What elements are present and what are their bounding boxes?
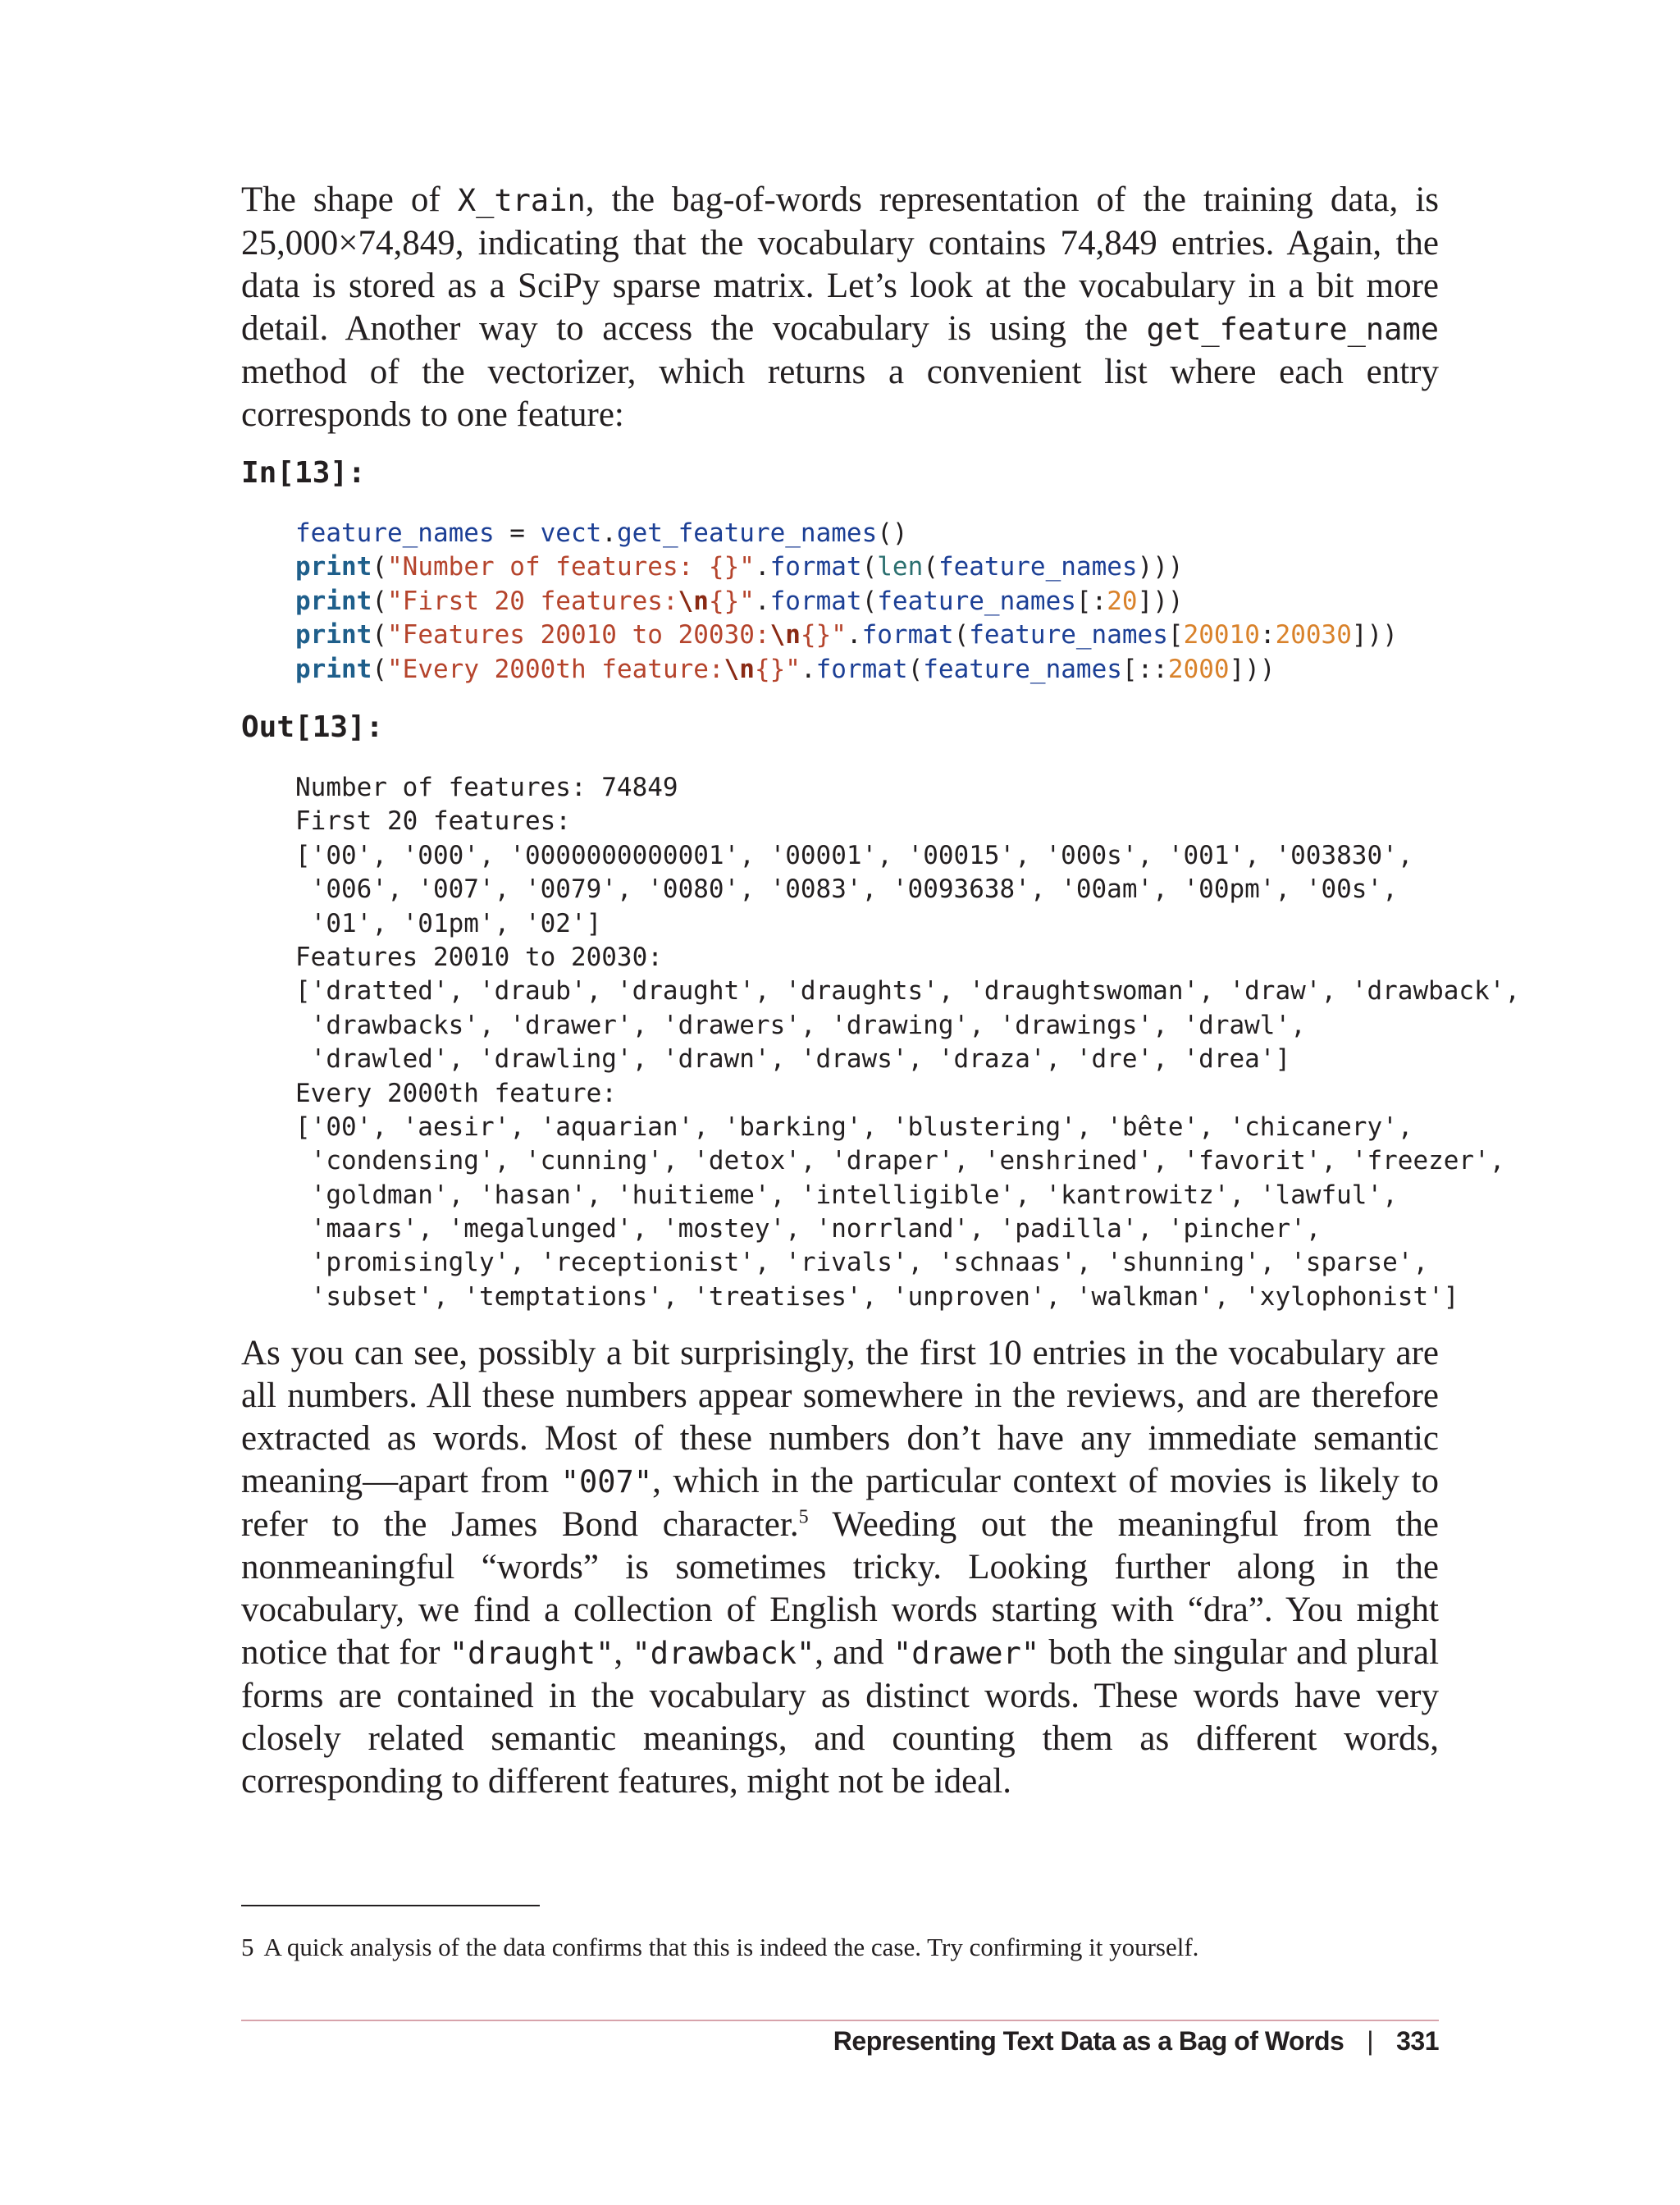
code-token: feature_names <box>969 620 1168 651</box>
intro-text-3: method of the vectorizer, which returns a convenient list where each entry corresponds to one feature: <box>241 353 1439 434</box>
code-token: ( <box>861 552 878 582</box>
code-token: ( <box>907 654 924 684</box>
code-token: print <box>295 586 372 616</box>
discussion-text-3: Weeding out the meaningful from the nonmeaningful “words” is sometimes tricky. Looking further along in the vocabulary, we find a collection of English words starting with “dra”. You might notice that for <box>241 1505 1439 1672</box>
output-line: ['00', 'aesir', 'aquarian', 'barking', 'blustering', 'bête', 'chicanery', <box>295 1112 1413 1142</box>
footnote <box>241 1931 1198 1964</box>
code-token: 20030 <box>1275 620 1352 651</box>
output-line: Every 2000th feature: <box>295 1078 617 1108</box>
code-token: format <box>815 654 908 684</box>
code-token: feature_names <box>295 518 495 548</box>
discussion-text-2: , which in the particular context of movies is likely to refer to the James Bond character. <box>241 1462 1440 1544</box>
code-line <box>295 585 1398 619</box>
code-token: () <box>877 518 908 548</box>
code-token: vect <box>540 518 602 548</box>
code-token: ( <box>861 586 878 616</box>
code-block <box>295 517 1398 687</box>
code-line <box>295 619 1398 652</box>
code-token: . <box>601 518 617 548</box>
code-token: print <box>295 620 372 651</box>
code-token: ( <box>953 620 970 651</box>
code-token: [:: <box>1121 654 1168 684</box>
discussion-text-5: , and <box>815 1633 893 1672</box>
code-token: . <box>754 586 770 616</box>
inline-code-get-feature-name: get_feature_name <box>1146 312 1439 347</box>
code-token: get_feature_names <box>616 518 878 548</box>
output-line: Number of features: 74849 <box>295 773 678 802</box>
output-line: 'promisingly', 'receptionist', 'rivals', 'schnaas', 'shunning', 'sparse', <box>295 1248 1429 1278</box>
intro-paragraph <box>241 179 1439 436</box>
code-token: \n <box>678 586 709 616</box>
code-token: = <box>494 518 541 548</box>
code-token: feature_names <box>938 552 1138 582</box>
output-line: 'goldman', 'hasan', 'huitieme', 'intelligible', 'kantrowitz', 'lawful', <box>295 1180 1398 1210</box>
intro-text-2: , the bag-of-words representation of the training data, is 25,000×74,849, indicating that the vocabulary contains 74,849 entries. Again, the data is stored as a SciPy sparse matrix. Let’s look at the vocabulary in a bit more detail. Another way to access the vocabulary is using the <box>241 180 1439 348</box>
chapter-section-title: Representing Text Data as a Bag of Words <box>833 2026 1344 2056</box>
code-token: format <box>769 586 862 616</box>
code-token: ])) <box>1351 620 1398 651</box>
code-token: print <box>295 552 372 582</box>
code-token: . <box>754 552 770 582</box>
page-number: 331 <box>1396 2026 1439 2056</box>
output-line: 'condensing', 'cunning', 'detox', 'draper', 'enshrined', 'favorit', 'freezer', <box>295 1146 1505 1176</box>
output-prompt-label: Out[13]: <box>241 710 384 744</box>
output-line: 'maars', 'megalunged', 'mostey', 'norrland', 'padilla', 'pincher', <box>295 1214 1322 1244</box>
output-block <box>295 771 1520 1314</box>
code-token: feature_names <box>923 654 1122 684</box>
running-footer <box>833 2026 1439 2057</box>
code-token: {}" <box>708 586 755 616</box>
code-token: ])) <box>1137 586 1184 616</box>
code-token: 20010 <box>1183 620 1260 651</box>
output-line: Features 20010 to 20030: <box>295 942 663 972</box>
code-token: "Number of features: {}" <box>387 552 755 582</box>
code-token: \n <box>769 620 801 651</box>
code-token: 2000 <box>1167 654 1230 684</box>
code-token: {}" <box>754 654 801 684</box>
intro-text-1: The shape of <box>241 180 458 219</box>
code-token: ])) <box>1229 654 1276 684</box>
code-token: ( <box>372 620 387 651</box>
code-token: ( <box>372 586 387 616</box>
code-token: ( <box>923 552 938 582</box>
code-token: ))) <box>1137 552 1184 582</box>
code-token: ( <box>372 654 387 684</box>
output-line: First 20 features: <box>295 806 571 837</box>
code-line <box>295 653 1398 687</box>
output-line: 'drawled', 'drawling', 'drawn', 'draws', 'draza', 'dre', 'drea'] <box>295 1044 1291 1075</box>
output-line: ['dratted', 'draub', 'draught', 'draughts', 'draughtswoman', 'draw', 'drawback', <box>295 976 1521 1007</box>
code-token: : <box>1259 620 1276 651</box>
inline-code-drawer: "drawer" <box>892 1636 1040 1671</box>
code-token: len <box>877 552 924 582</box>
output-line: '006', '007', '0079', '0080', '0083', '0093638', '00am', '00pm', '00s', <box>295 874 1398 905</box>
code-line <box>295 550 1398 584</box>
code-token: format <box>769 552 862 582</box>
inline-code-drawback: "drawback" <box>632 1636 815 1671</box>
code-token: feature_names <box>877 586 1076 616</box>
discussion-text-6: both the singular and plural forms are contained in the vocabulary as distinct words. These words have very closely related semantic meanings, and counting them as different words, corresponding to different features, might not be ideal. <box>241 1633 1440 1801</box>
code-token: . <box>800 654 816 684</box>
discussion-text-1: As you can see, possibly a bit surprisingly, the first 10 entries in the vocabulary are all numbers. All these numbers appear somewhere in the reviews, and are therefore extracted as words. Most of these numbers don’t have any immediate semantic meaning—apart from <box>241 1334 1439 1500</box>
footnote-reference[interactable]: 5 <box>798 1506 809 1528</box>
footnote-text: A quick analysis of the data confirms that this is indeed the case. Try confirming it yourself. <box>263 1933 1199 1961</box>
output-line: 'subset', 'temptations', 'treatises', 'unproven', 'walkman', 'xylophonist'] <box>295 1281 1459 1312</box>
code-token: [: <box>1075 586 1107 616</box>
page-footer-rule <box>241 2020 1439 2021</box>
code-token: 20 <box>1107 586 1138 616</box>
output-line: ['00', '000', '0000000000001', '00001', '00015', '000s', '001', '003830', <box>295 840 1413 870</box>
code-token: \n <box>724 654 755 684</box>
output-line: 'drawbacks', 'drawer', 'drawers', 'drawing', 'drawings', 'drawl', <box>295 1010 1306 1040</box>
code-token: "Features 20010 to 20030: <box>387 620 770 651</box>
input-prompt-label: In[13]: <box>241 456 366 490</box>
footnote-divider <box>241 1905 540 1906</box>
code-token: . <box>846 620 862 651</box>
discussion-paragraph <box>241 1332 1439 1803</box>
inline-code-x-train: X_train <box>457 183 586 218</box>
inline-code-007: "007" <box>560 1464 653 1500</box>
footnote-number: 5 <box>241 1933 254 1961</box>
footer-separator: | <box>1367 2026 1374 2056</box>
output-line: '01', '01pm', '02'] <box>295 908 602 938</box>
code-token: format <box>861 620 954 651</box>
code-token: "First 20 features: <box>387 586 678 616</box>
inline-code-draught: "draught" <box>449 1636 614 1671</box>
code-token: {}" <box>800 620 847 651</box>
code-token: ( <box>372 552 387 582</box>
code-line <box>295 517 1398 550</box>
discussion-text-4: , <box>614 1633 632 1672</box>
code-token: [ <box>1167 620 1184 651</box>
code-token: "Every 2000th feature: <box>387 654 724 684</box>
code-token: print <box>295 654 372 684</box>
